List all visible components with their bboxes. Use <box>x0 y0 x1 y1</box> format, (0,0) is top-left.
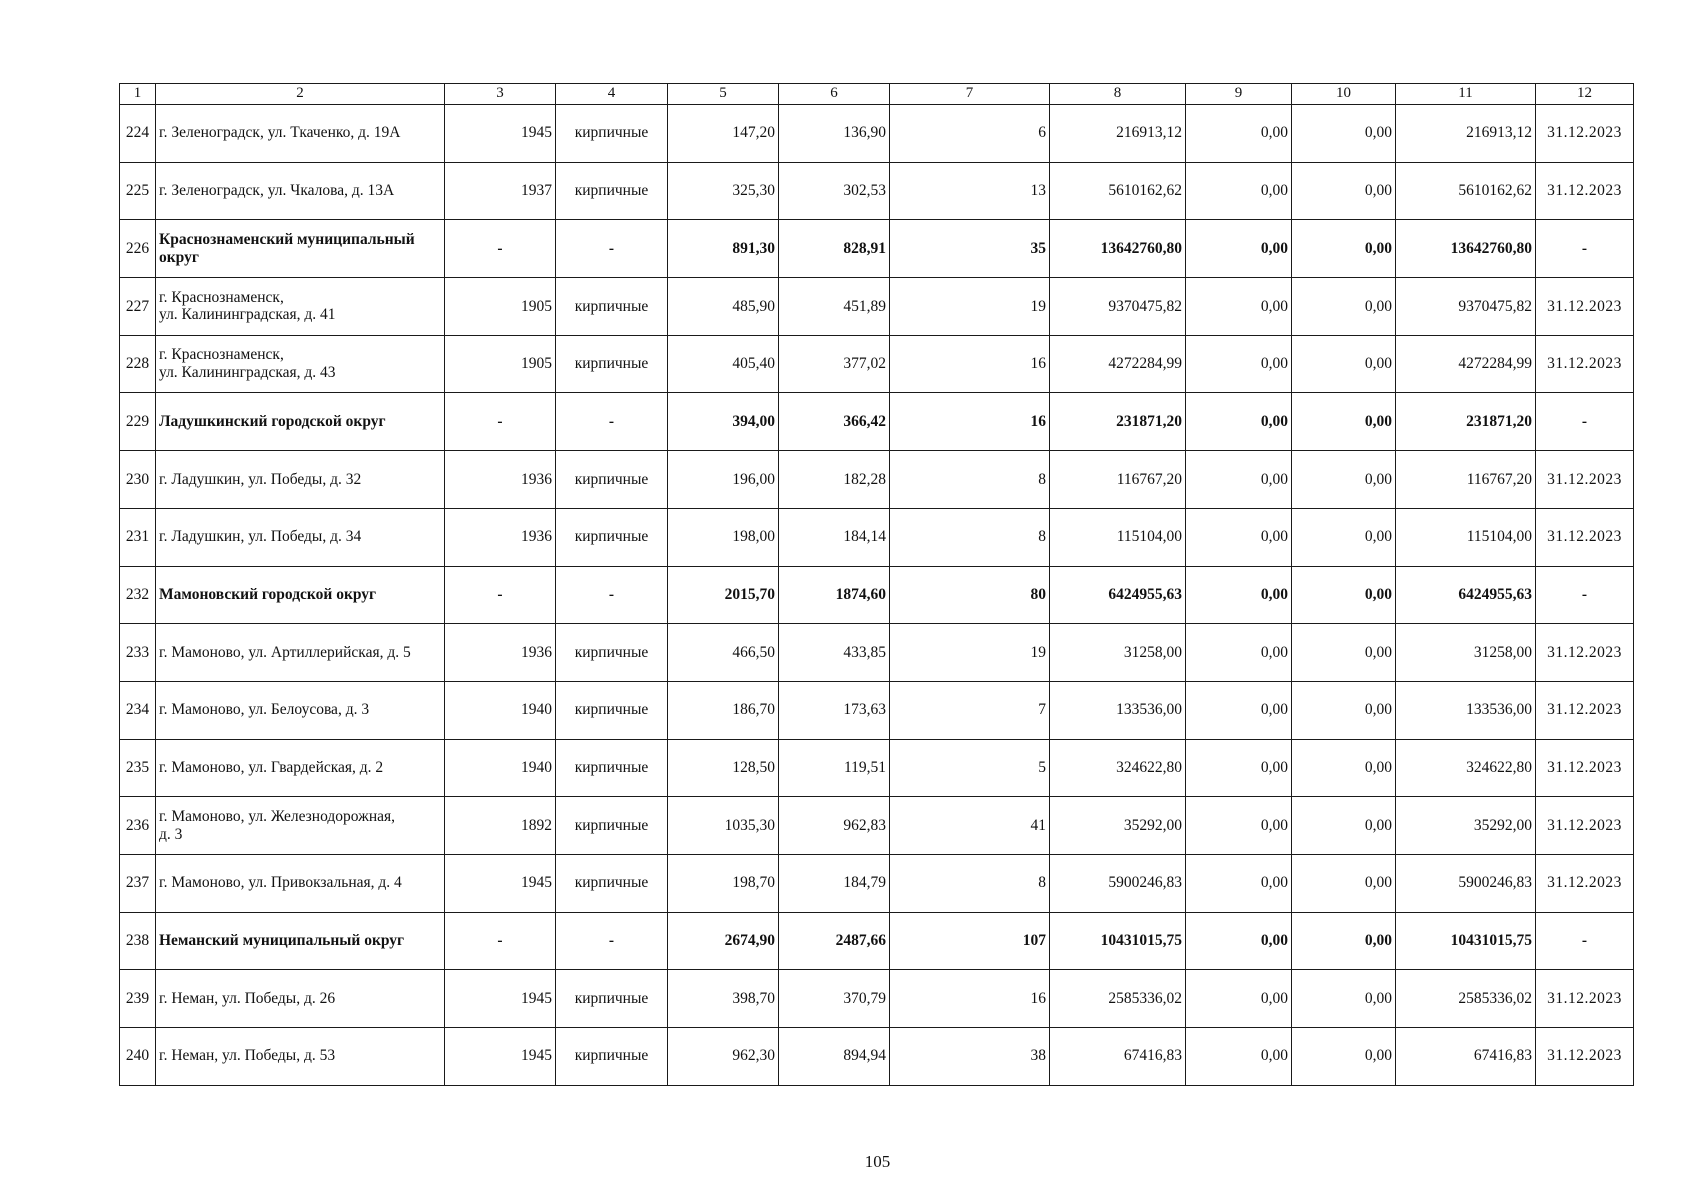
cell-row-number: 236 <box>120 797 156 855</box>
cell-area-living: 184,14 <box>779 508 890 566</box>
cell-deadline: 31.12.2023 <box>1536 624 1634 682</box>
table-row <box>120 278 1634 336</box>
cell-wall-material: кирпичные <box>556 105 668 163</box>
cell-area-living: 302,53 <box>779 162 890 220</box>
cell-cost-federal: 0,00 <box>1186 624 1292 682</box>
cell-cost-total: 6424955,63 <box>1050 566 1186 624</box>
column-header-7: 7 <box>890 84 1050 105</box>
table-group-row <box>120 566 1634 624</box>
cell-cost-federal: 0,00 <box>1186 912 1292 970</box>
cell-area-total: 196,00 <box>668 451 779 509</box>
table-row <box>120 739 1634 797</box>
cell-cost-total: 67416,83 <box>1050 1028 1186 1086</box>
cell-year-built: 1936 <box>445 451 556 509</box>
cell-wall-material: кирпичные <box>556 624 668 682</box>
cell-cost-regional: 0,00 <box>1292 278 1396 336</box>
cell-deadline: 31.12.2023 <box>1536 681 1634 739</box>
table-group-row <box>120 220 1634 278</box>
cell-deadline: - <box>1536 393 1634 451</box>
cell-area-total: 962,30 <box>668 1028 779 1086</box>
cell-deadline: 31.12.2023 <box>1536 451 1634 509</box>
cell-wall-material: - <box>556 566 668 624</box>
cell-cost-federal: 0,00 <box>1186 335 1292 393</box>
cell-cost-federal: 0,00 <box>1186 797 1292 855</box>
cell-area-living: 366,42 <box>779 393 890 451</box>
cell-cost-local: 2585336,02 <box>1396 970 1536 1028</box>
cell-cost-federal: 0,00 <box>1186 970 1292 1028</box>
cell-area-total: 394,00 <box>668 393 779 451</box>
cell-cost-total: 2585336,02 <box>1050 970 1186 1028</box>
cell-cost-local: 231871,20 <box>1396 393 1536 451</box>
cell-cost-regional: 0,00 <box>1292 508 1396 566</box>
cell-year-built: - <box>445 566 556 624</box>
cell-address: г. Краснознаменск, ул. Калининградская, д. 41 <box>156 278 445 336</box>
cell-area-living: 962,83 <box>779 797 890 855</box>
cell-wall-material: кирпичные <box>556 681 668 739</box>
cell-residents-count: 80 <box>890 566 1050 624</box>
cell-cost-total: 35292,00 <box>1050 797 1186 855</box>
cell-area-total: 325,30 <box>668 162 779 220</box>
cell-cost-total: 13642760,80 <box>1050 220 1186 278</box>
cell-row-number: 224 <box>120 105 156 163</box>
cell-cost-total: 31258,00 <box>1050 624 1186 682</box>
cell-wall-material: - <box>556 220 668 278</box>
page-number: 105 <box>864 1152 891 1171</box>
cell-address: г. Мамоново, ул. Железнодорожная, д. 3 <box>156 797 445 855</box>
cell-residents-count: 41 <box>890 797 1050 855</box>
housing-register-table <box>119 83 1634 1086</box>
cell-wall-material: кирпичные <box>556 451 668 509</box>
cell-residents-count: 19 <box>890 624 1050 682</box>
cell-cost-local: 133536,00 <box>1396 681 1536 739</box>
cell-area-living: 828,91 <box>779 220 890 278</box>
cell-row-number: 232 <box>120 566 156 624</box>
cell-area-living: 173,63 <box>779 681 890 739</box>
column-header-4: 4 <box>556 84 668 105</box>
cell-area-living: 370,79 <box>779 970 890 1028</box>
cell-address: г. Мамоново, ул. Гвардейская, д. 2 <box>156 739 445 797</box>
cell-deadline: - <box>1536 912 1634 970</box>
cell-year-built: 1940 <box>445 739 556 797</box>
cell-wall-material: - <box>556 393 668 451</box>
cell-address: г. Мамоново, ул. Привокзальная, д. 4 <box>156 854 445 912</box>
cell-area-total: 186,70 <box>668 681 779 739</box>
cell-cost-total: 324622,80 <box>1050 739 1186 797</box>
cell-deadline: - <box>1536 220 1634 278</box>
cell-residents-count: 19 <box>890 278 1050 336</box>
cell-cost-local: 13642760,80 <box>1396 220 1536 278</box>
column-header-1: 1 <box>120 84 156 105</box>
cell-cost-regional: 0,00 <box>1292 797 1396 855</box>
cell-cost-federal: 0,00 <box>1186 739 1292 797</box>
cell-deadline: 31.12.2023 <box>1536 970 1634 1028</box>
cell-deadline: 31.12.2023 <box>1536 335 1634 393</box>
cell-cost-regional: 0,00 <box>1292 1028 1396 1086</box>
cell-address: г. Неман, ул. Победы, д. 53 <box>156 1028 445 1086</box>
cell-cost-local: 35292,00 <box>1396 797 1536 855</box>
cell-residents-count: 16 <box>890 335 1050 393</box>
cell-cost-total: 231871,20 <box>1050 393 1186 451</box>
cell-area-living: 182,28 <box>779 451 890 509</box>
cell-area-total: 405,40 <box>668 335 779 393</box>
column-number-row <box>120 84 1634 105</box>
cell-area-total: 198,70 <box>668 854 779 912</box>
cell-cost-local: 116767,20 <box>1396 451 1536 509</box>
cell-year-built: 1936 <box>445 624 556 682</box>
cell-address: г. Зеленоградск, ул. Чкалова, д. 13А <box>156 162 445 220</box>
cell-deadline: 31.12.2023 <box>1536 1028 1634 1086</box>
column-header-5: 5 <box>668 84 779 105</box>
cell-cost-local: 216913,12 <box>1396 105 1536 163</box>
cell-area-living: 119,51 <box>779 739 890 797</box>
cell-cost-total: 9370475,82 <box>1050 278 1186 336</box>
cell-area-total: 2015,70 <box>668 566 779 624</box>
column-header-12: 12 <box>1536 84 1634 105</box>
cell-wall-material: кирпичные <box>556 970 668 1028</box>
table-row <box>120 970 1634 1028</box>
cell-wall-material: кирпичные <box>556 739 668 797</box>
cell-year-built: - <box>445 393 556 451</box>
cell-address: г. Мамоново, ул. Артиллерийская, д. 5 <box>156 624 445 682</box>
cell-cost-total: 116767,20 <box>1050 451 1186 509</box>
cell-address: г. Неман, ул. Победы, д. 26 <box>156 970 445 1028</box>
cell-deadline: 31.12.2023 <box>1536 105 1634 163</box>
cell-row-number: 239 <box>120 970 156 1028</box>
cell-area-living: 2487,66 <box>779 912 890 970</box>
cell-cost-total: 4272284,99 <box>1050 335 1186 393</box>
cell-cost-federal: 0,00 <box>1186 451 1292 509</box>
cell-cost-regional: 0,00 <box>1292 162 1396 220</box>
cell-row-number: 231 <box>120 508 156 566</box>
table-row <box>120 797 1634 855</box>
table-row <box>120 451 1634 509</box>
cell-cost-total: 5610162,62 <box>1050 162 1186 220</box>
cell-year-built: 1940 <box>445 681 556 739</box>
cell-cost-federal: 0,00 <box>1186 220 1292 278</box>
cell-address: г. Ладушкин, ул. Победы, д. 34 <box>156 508 445 566</box>
cell-address: г. Ладушкин, ул. Победы, д. 32 <box>156 451 445 509</box>
cell-cost-regional: 0,00 <box>1292 566 1396 624</box>
cell-area-total: 128,50 <box>668 739 779 797</box>
cell-wall-material: кирпичные <box>556 335 668 393</box>
table-row <box>120 335 1634 393</box>
cell-deadline: 31.12.2023 <box>1536 739 1634 797</box>
cell-area-total: 2674,90 <box>668 912 779 970</box>
cell-residents-count: 13 <box>890 162 1050 220</box>
table-row <box>120 162 1634 220</box>
cell-cost-local: 115104,00 <box>1396 508 1536 566</box>
cell-cost-total: 216913,12 <box>1050 105 1186 163</box>
cell-cost-regional: 0,00 <box>1292 739 1396 797</box>
cell-cost-regional: 0,00 <box>1292 624 1396 682</box>
cell-row-number: 227 <box>120 278 156 336</box>
cell-cost-total: 133536,00 <box>1050 681 1186 739</box>
cell-year-built: - <box>445 220 556 278</box>
cell-wall-material: кирпичные <box>556 278 668 336</box>
cell-residents-count: 6 <box>890 105 1050 163</box>
cell-cost-federal: 0,00 <box>1186 393 1292 451</box>
cell-area-total: 398,70 <box>668 970 779 1028</box>
table-row <box>120 105 1634 163</box>
cell-row-number: 228 <box>120 335 156 393</box>
table-group-row <box>120 393 1634 451</box>
cell-year-built: 1936 <box>445 508 556 566</box>
table-row <box>120 854 1634 912</box>
cell-deadline: 31.12.2023 <box>1536 162 1634 220</box>
cell-cost-federal: 0,00 <box>1186 162 1292 220</box>
cell-row-number: 225 <box>120 162 156 220</box>
table-body <box>120 105 1634 1086</box>
cell-cost-federal: 0,00 <box>1186 566 1292 624</box>
cell-area-total: 198,00 <box>668 508 779 566</box>
cell-cost-regional: 0,00 <box>1292 105 1396 163</box>
cell-address: г. Краснознаменск, ул. Калининградская, д. 43 <box>156 335 445 393</box>
cell-cost-federal: 0,00 <box>1186 681 1292 739</box>
cell-address: г. Мамоново, ул. Белоусова, д. 3 <box>156 681 445 739</box>
cell-year-built: 1945 <box>445 105 556 163</box>
cell-residents-count: 8 <box>890 508 1050 566</box>
cell-cost-local: 5610162,62 <box>1396 162 1536 220</box>
cell-year-built: 1945 <box>445 854 556 912</box>
cell-row-number: 233 <box>120 624 156 682</box>
cell-row-number: 234 <box>120 681 156 739</box>
cell-deadline: - <box>1536 566 1634 624</box>
cell-deadline: 31.12.2023 <box>1536 797 1634 855</box>
cell-residents-count: 16 <box>890 970 1050 1028</box>
cell-cost-federal: 0,00 <box>1186 278 1292 336</box>
column-header-10: 10 <box>1292 84 1396 105</box>
table-row <box>120 624 1634 682</box>
column-header-6: 6 <box>779 84 890 105</box>
cell-row-number: 229 <box>120 393 156 451</box>
cell-cost-total: 10431015,75 <box>1050 912 1186 970</box>
cell-area-total: 891,30 <box>668 220 779 278</box>
cell-cost-local: 324622,80 <box>1396 739 1536 797</box>
cell-deadline: 31.12.2023 <box>1536 278 1634 336</box>
cell-cost-federal: 0,00 <box>1186 105 1292 163</box>
cell-row-number: 237 <box>120 854 156 912</box>
cell-year-built: 1945 <box>445 970 556 1028</box>
cell-cost-total: 5900246,83 <box>1050 854 1186 912</box>
cell-area-total: 466,50 <box>668 624 779 682</box>
cell-residents-count: 7 <box>890 681 1050 739</box>
table-row <box>120 508 1634 566</box>
column-header-2: 2 <box>156 84 445 105</box>
column-header-8: 8 <box>1050 84 1186 105</box>
cell-area-living: 894,94 <box>779 1028 890 1086</box>
column-header-11: 11 <box>1396 84 1536 105</box>
table-header <box>120 84 1634 105</box>
cell-residents-count: 8 <box>890 854 1050 912</box>
cell-row-number: 240 <box>120 1028 156 1086</box>
cell-address: Мамоновский городской округ <box>156 566 445 624</box>
cell-cost-local: 67416,83 <box>1396 1028 1536 1086</box>
cell-year-built: - <box>445 912 556 970</box>
cell-residents-count: 35 <box>890 220 1050 278</box>
cell-cost-local: 5900246,83 <box>1396 854 1536 912</box>
cell-residents-count: 5 <box>890 739 1050 797</box>
cell-wall-material: кирпичные <box>556 1028 668 1086</box>
column-header-9: 9 <box>1186 84 1292 105</box>
column-header-3: 3 <box>445 84 556 105</box>
cell-cost-regional: 0,00 <box>1292 854 1396 912</box>
cell-wall-material: - <box>556 912 668 970</box>
cell-residents-count: 8 <box>890 451 1050 509</box>
cell-address: Неманский муниципальный округ <box>156 912 445 970</box>
cell-year-built: 1945 <box>445 1028 556 1086</box>
cell-cost-federal: 0,00 <box>1186 1028 1292 1086</box>
cell-area-living: 1874,60 <box>779 566 890 624</box>
cell-address: Краснознаменский муниципальный округ <box>156 220 445 278</box>
cell-area-living: 433,85 <box>779 624 890 682</box>
cell-cost-regional: 0,00 <box>1292 970 1396 1028</box>
cell-cost-local: 9370475,82 <box>1396 278 1536 336</box>
cell-area-total: 147,20 <box>668 105 779 163</box>
cell-area-living: 377,02 <box>779 335 890 393</box>
cell-area-living: 136,90 <box>779 105 890 163</box>
cell-cost-federal: 0,00 <box>1186 508 1292 566</box>
cell-cost-regional: 0,00 <box>1292 335 1396 393</box>
cell-cost-regional: 0,00 <box>1292 451 1396 509</box>
cell-cost-local: 10431015,75 <box>1396 912 1536 970</box>
table-group-row <box>120 912 1634 970</box>
cell-row-number: 226 <box>120 220 156 278</box>
cell-residents-count: 107 <box>890 912 1050 970</box>
cell-cost-regional: 0,00 <box>1292 220 1396 278</box>
cell-year-built: 1905 <box>445 335 556 393</box>
cell-year-built: 1892 <box>445 797 556 855</box>
cell-deadline: 31.12.2023 <box>1536 508 1634 566</box>
cell-cost-local: 4272284,99 <box>1396 335 1536 393</box>
cell-wall-material: кирпичные <box>556 797 668 855</box>
cell-row-number: 230 <box>120 451 156 509</box>
cell-area-total: 1035,30 <box>668 797 779 855</box>
cell-area-living: 184,79 <box>779 854 890 912</box>
cell-year-built: 1937 <box>445 162 556 220</box>
cell-deadline: 31.12.2023 <box>1536 854 1634 912</box>
cell-cost-regional: 0,00 <box>1292 681 1396 739</box>
cell-area-total: 485,90 <box>668 278 779 336</box>
cell-wall-material: кирпичные <box>556 854 668 912</box>
cell-area-living: 451,89 <box>779 278 890 336</box>
cell-cost-regional: 0,00 <box>1292 393 1396 451</box>
cell-year-built: 1905 <box>445 278 556 336</box>
cell-cost-federal: 0,00 <box>1186 854 1292 912</box>
cell-address: г. Зеленоградск, ул. Ткаченко, д. 19А <box>156 105 445 163</box>
cell-residents-count: 16 <box>890 393 1050 451</box>
table-row <box>120 681 1634 739</box>
cell-residents-count: 38 <box>890 1028 1050 1086</box>
cell-cost-local: 31258,00 <box>1396 624 1536 682</box>
table-row <box>120 1028 1634 1086</box>
cell-wall-material: кирпичные <box>556 162 668 220</box>
cell-row-number: 238 <box>120 912 156 970</box>
cell-cost-total: 115104,00 <box>1050 508 1186 566</box>
cell-row-number: 235 <box>120 739 156 797</box>
cell-address: Ладушкинский городской округ <box>156 393 445 451</box>
cell-cost-local: 6424955,63 <box>1396 566 1536 624</box>
cell-wall-material: кирпичные <box>556 508 668 566</box>
cell-cost-regional: 0,00 <box>1292 912 1396 970</box>
